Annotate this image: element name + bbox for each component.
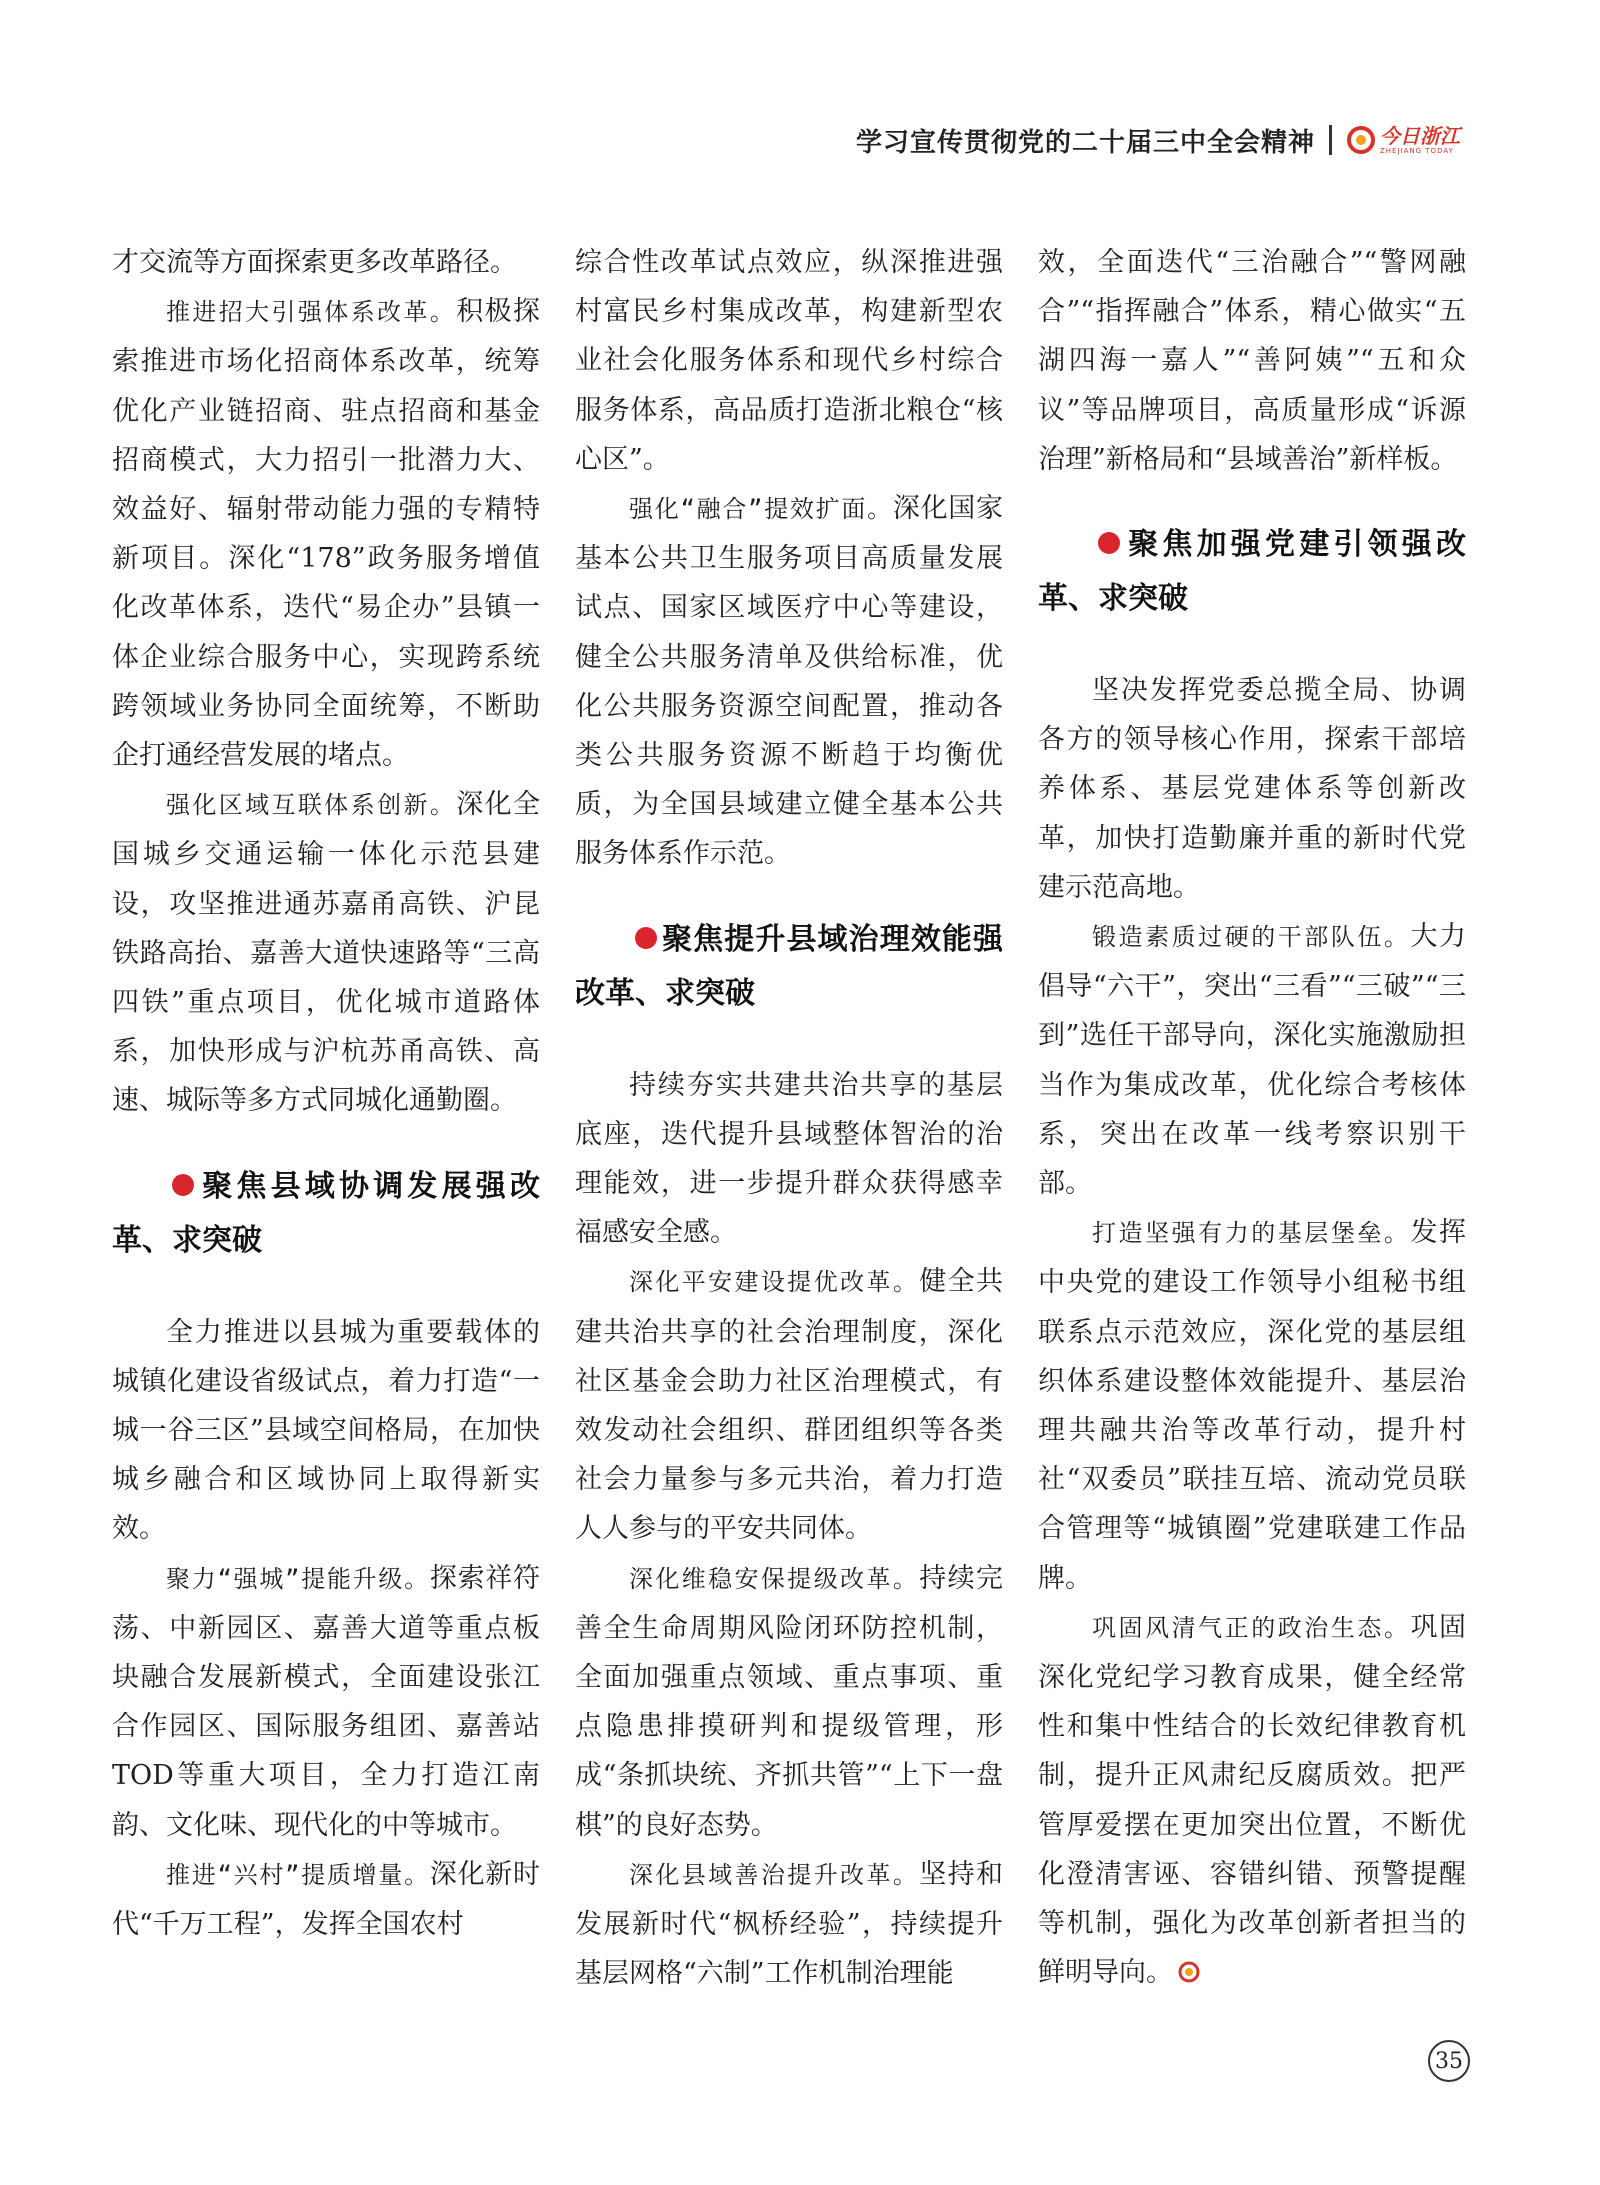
paragraph: 才交流等方面探索更多改革路径。 [112, 247, 517, 278]
red-bullet-icon [172, 1174, 194, 1196]
red-bullet-icon [1098, 532, 1120, 554]
paragraph-text: 健全共建共治共享的社会治理制度，深化社区基金会助力社区治理模式，有效发动社会组织、群团组织等各类社会力量参与多元共治，着力打造人人参与的平安共同体。 [575, 1266, 1004, 1545]
paragraph [575, 1554, 1003, 1850]
section-heading: 聚焦提升县域治理效能强改革、求突破 [575, 921, 1003, 1011]
paragraph-text: 巩固深化党纪学习教育成果，健全经常性和集中性结合的长效纪律教育机制，提升正风肃纪反腐质效。把严管厚爱摆在更加突出位置，不断优化澄清害诬、容错纠错、预警提醒等机制，强化为改革创新者担当的鲜明导向。 [1038, 1611, 1467, 1989]
paragraph [575, 484, 1003, 879]
paragraph-lead: 深化维稳安保提级改革。 [629, 1564, 920, 1593]
paragraph [575, 1850, 1003, 1999]
paragraph [112, 780, 540, 1125]
column-1 [112, 238, 540, 1949]
paragraph [112, 1850, 540, 1949]
paragraph [1038, 912, 1466, 1208]
paragraph-lead: 聚力“强城”提能升级。 [166, 1564, 430, 1593]
paragraph: 全力推进以县城为重要载体的城镇化建设省级试点，着力打造“一城一谷三区”县域空间格局，在加快城乡融合和区域协同上取得新实效。 [112, 1316, 540, 1545]
paragraph-lead: 深化县域善治提升改革。 [629, 1860, 920, 1889]
paragraph-text: 坚持和发展新时代“枫桥经验”，持续提升基层网格“六制”工作机制治理能 [575, 1858, 1004, 1990]
magazine-logo [1346, 125, 1460, 155]
logo-chinese: 今日浙江 [1380, 123, 1460, 148]
paragraph-lead: 强化区域互联体系创新。 [166, 791, 457, 820]
paragraph-text: 积极探索推进市场化招商体系改革，统筹优化产业链招商、驻点招商和基金招商模式，大力招引一批潜力大、效益好、辐射带动能力强的专精特新项目。深化“178”政务服务增值化改革体系，迭代“易企办”县镇一体企业综合服务中心，实现跨系统跨领域业务协同全面统筹，不断助企打通经营发展的堵点。 [112, 296, 541, 772]
column-3 [1038, 238, 1466, 1998]
paragraph [112, 1554, 540, 1850]
paragraph-lead: 打造坚强有力的基层堡垒。 [1092, 1219, 1411, 1248]
paragraph-lead: 锻造素质过硬的干部队伍。 [1092, 923, 1411, 952]
paragraph [1038, 1603, 1466, 1998]
logo-english: ZHEJIANG TODAY [1380, 146, 1454, 155]
paragraph-text: 探索祥符荡、中新园区、嘉善大道等重点板块融合发展新模式，全面建设张江合作园区、国际服务组团、嘉善站TOD等重大项目，全力打造江南韵、文化味、现代化的中等城市。 [112, 1562, 541, 1841]
section-heading: 聚焦县域协调发展强改革、求突破 [112, 1168, 540, 1258]
red-bullet-icon [635, 927, 657, 949]
paragraph-text: 大力倡导“六干”，突出“三看”“三破”“三到”选任干部导向，深化实施激励担当作为集成改革，优化综合考核体系，突出在改革一线考察识别干部。 [1038, 921, 1467, 1200]
end-of-article-icon [1177, 1960, 1201, 1984]
paragraph-text: 发挥中央党的建设工作领导小组秘书组联系点示范效应，深化党的基层组织体系建设整体效能提升、基层治理共融共治等改革行动，提升村社“双委员”联挂互培、流动党员联合管理等“城镇圈”党建联建工作品牌。 [1038, 1217, 1467, 1594]
section-heading: 聚焦加强党建引领强改革、求突破 [1038, 527, 1466, 617]
paragraph-text: 深化国家基本公共卫生服务项目高质量发展试点、国家区域医疗中心等建设，健全公共服务清单及供给标准，优化公共服务资源空间配置，推动各类公共服务资源不断趋于均衡优质，为全国县域建立健全基本公共服务体系作示范。 [575, 493, 1004, 870]
header-title: 学习宣传贯彻党的二十届三中全会精神 [855, 127, 1315, 158]
paragraph [1038, 1208, 1466, 1603]
column-2 [575, 238, 1003, 1999]
paragraph-lead: 巩固风清气正的政治生态。 [1092, 1613, 1411, 1642]
paragraph-text: 深化新时代“千万工程”，发挥全国农村 [112, 1858, 541, 1941]
paragraph [112, 287, 540, 780]
paragraph-text: 持续完善全生命周期风险闭环防控机制，全面加强重点领域、重点事项、重点隐患排摸研判和提级管理，形成“条抓块统、齐抓共管”“上下一盘棋”的良好态势。 [575, 1562, 1004, 1841]
paragraph: 效，全面迭代“三治融合”“警网融合”“指挥融合”体系，精心做实“五湖四海一嘉人”“善阿姨”“五和众议”等品牌项目，高质量形成“诉源治理”新格局和“县域善治”新样板。 [1038, 247, 1466, 475]
paragraph-lead: 推进“兴村”提质增量。 [166, 1860, 430, 1889]
paragraph: 坚决发挥党委总揽全局、协调各方的领导核心作用，探索干部培养体系、基层党建体系等创新改革，加快打造勤廉并重的新时代党建示范高地。 [1038, 675, 1466, 903]
page-number: 35 [1428, 2040, 1470, 2082]
page-header [856, 118, 1460, 162]
paragraph-text: 深化全国城乡交通运输一体化示范县建设，攻坚推进通苏嘉甬高铁、沪昆铁路高抬、嘉善大道快速路等“三高四铁”重点项目，优化城市道路体系，加快形成与沪杭苏甬高铁、高速、城际等多方式同城化通勤圈。 [112, 789, 541, 1117]
paragraph-lead: 强化“融合”提效扩面。 [629, 495, 893, 524]
logo-swirl-icon [1346, 125, 1376, 155]
paragraph-lead: 深化平安建设提优改革。 [629, 1268, 920, 1297]
paragraph-lead: 推进招大引强体系改革。 [166, 298, 457, 327]
header-divider [1329, 125, 1332, 155]
paragraph: 综合性改革试点效应，纵深推进强村富民乡村集成改革，构建新型农业社会化服务体系和现代乡村综合服务体系，高品质打造浙北粮仓“核心区”。 [575, 247, 1003, 475]
paragraph [575, 1257, 1003, 1553]
paragraph: 持续夯实共建共治共享的基层底座，迭代提升县域整体智治的治理能效，进一步提升群众获得感幸福感安全感。 [575, 1069, 1003, 1249]
